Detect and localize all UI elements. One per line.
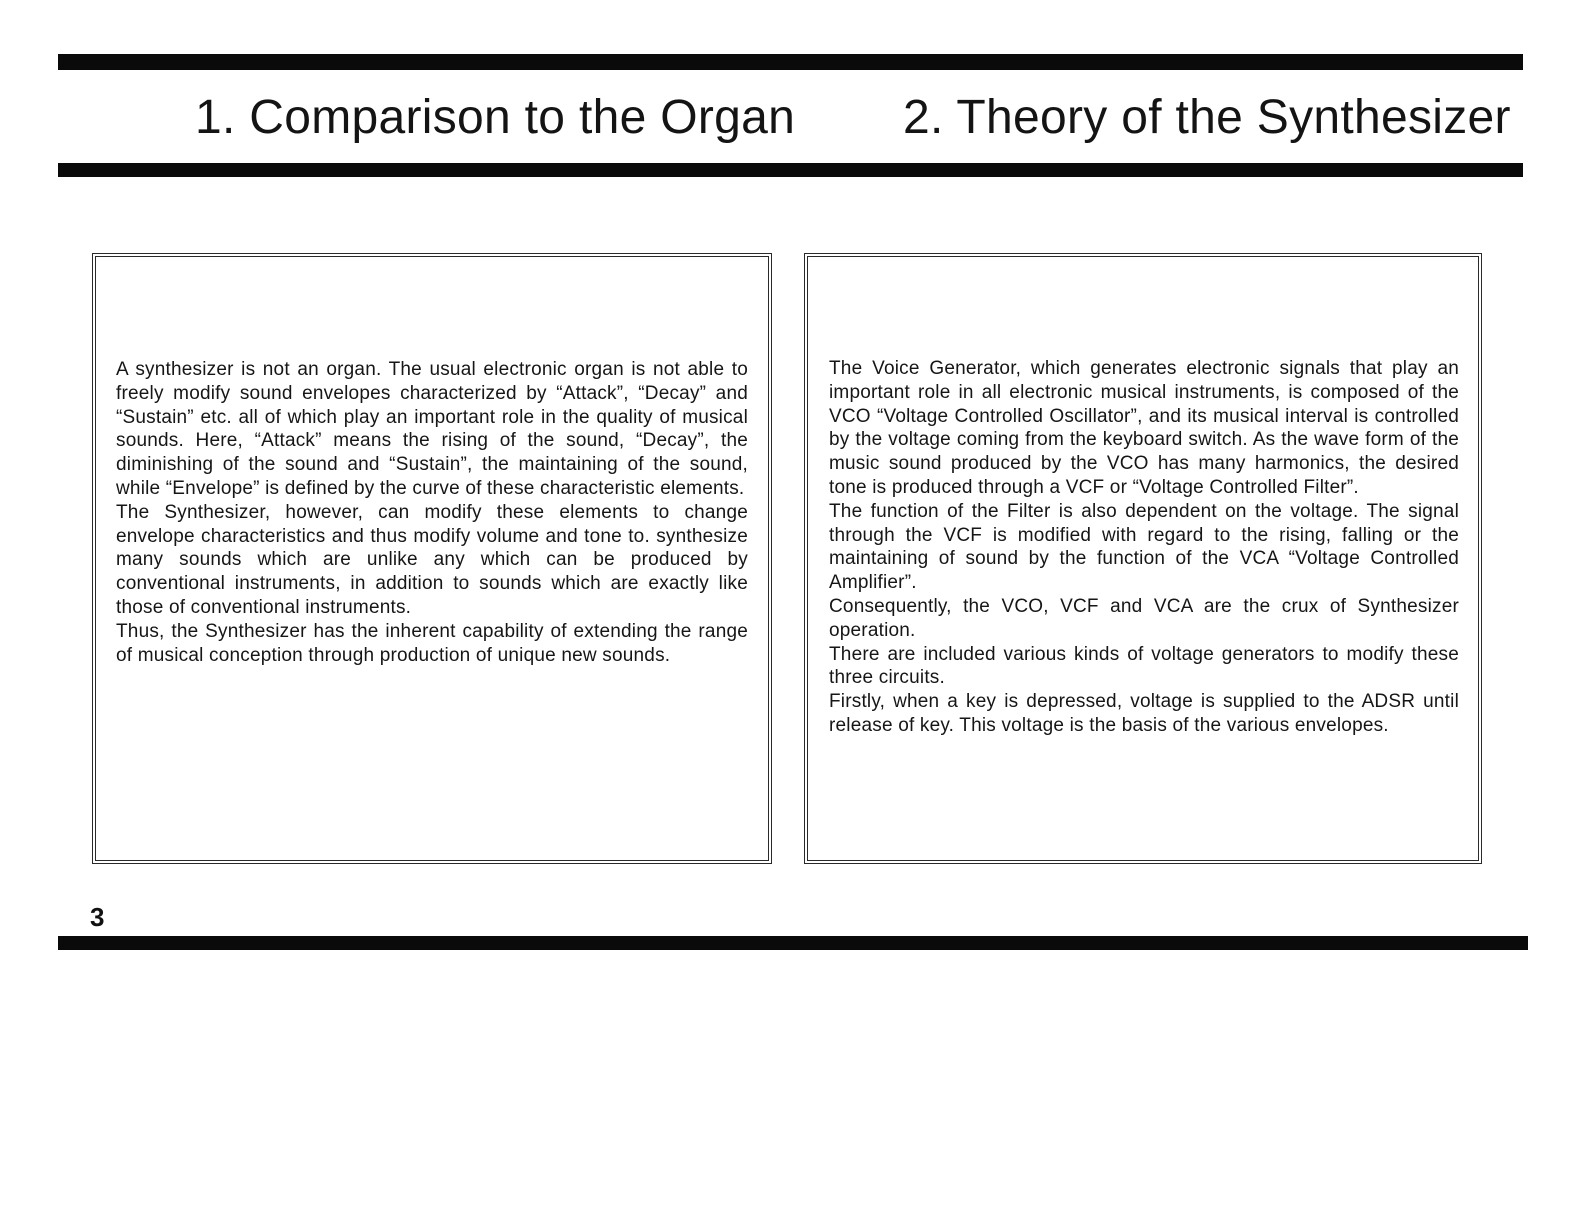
bottom-rule [58, 936, 1528, 950]
page-number: 3 [90, 902, 105, 932]
synthesizer-theory-panel [804, 253, 1482, 864]
paragraph: Thus, the Synthesizer has the inherent capability of extending the range of musical conception through production of unique new sounds. [116, 620, 748, 666]
paragraph: A synthesizer is not an organ. The usual electronic organ is not able to freely modify sound envelopes characterized by “Attack”, “Decay” and “Sustain” etc. all of which play an important role in the quality of musical sounds. Here, “Attack” means the rising of the sound, “Decay”, the diminishing of the sound and “Sustain”, the maintaining of the sound, while “Envelope” is defined by the curve of these characteristic elements. [116, 359, 748, 499]
top-rule [58, 54, 1523, 70]
section-2-title: 2. Theory of the Synthesizer [903, 91, 1511, 144]
organ-comparison-panel [92, 253, 772, 864]
paragraph: The Voice Generator, which generates electronic signals that play an important role in all electronic musical instruments, is composed of the VCO “Voltage Controlled Oscillator”, and its musical interval is controlled by the voltage coming from the keyboard switch. As the wave form of the music sound produced by the VCO has many harmonics, the desired tone is produced through a VCF or “Voltage Controlled Filter”. [829, 358, 1459, 498]
paragraph: The function of the Filter is also dependent on the voltage. The signal through the VCF is modified with regard to the rising, falling or the maintaining of sound by the function of the VCA “Voltage Controlled Amplifier”. [829, 500, 1459, 594]
paragraph: Firstly, when a key is depressed, voltage is supplied to the ADSR until release of key. This voltage is the basis of the various envelopes. [829, 691, 1459, 736]
header-underline-rule [58, 163, 1523, 177]
synthesizer-theory-text [829, 357, 1459, 738]
organ-comparison-text [116, 358, 748, 667]
paragraph: Consequently, the VCO, VCF and VCA are the crux of Synthesizer operation. [829, 595, 1459, 641]
paragraph: There are included various kinds of voltage generators to modify these three circuits. [829, 643, 1459, 689]
section-1-title: 1. Comparison to the Organ [195, 91, 796, 144]
paragraph: The Synthesizer, however, can modify these elements to change envelope characteristics and thus modify volume and tone to. synthesize many sounds which are unlike any which can be produced by conventional instruments, in addition to sounds which are exactly like those of conventional instruments. [116, 501, 748, 618]
